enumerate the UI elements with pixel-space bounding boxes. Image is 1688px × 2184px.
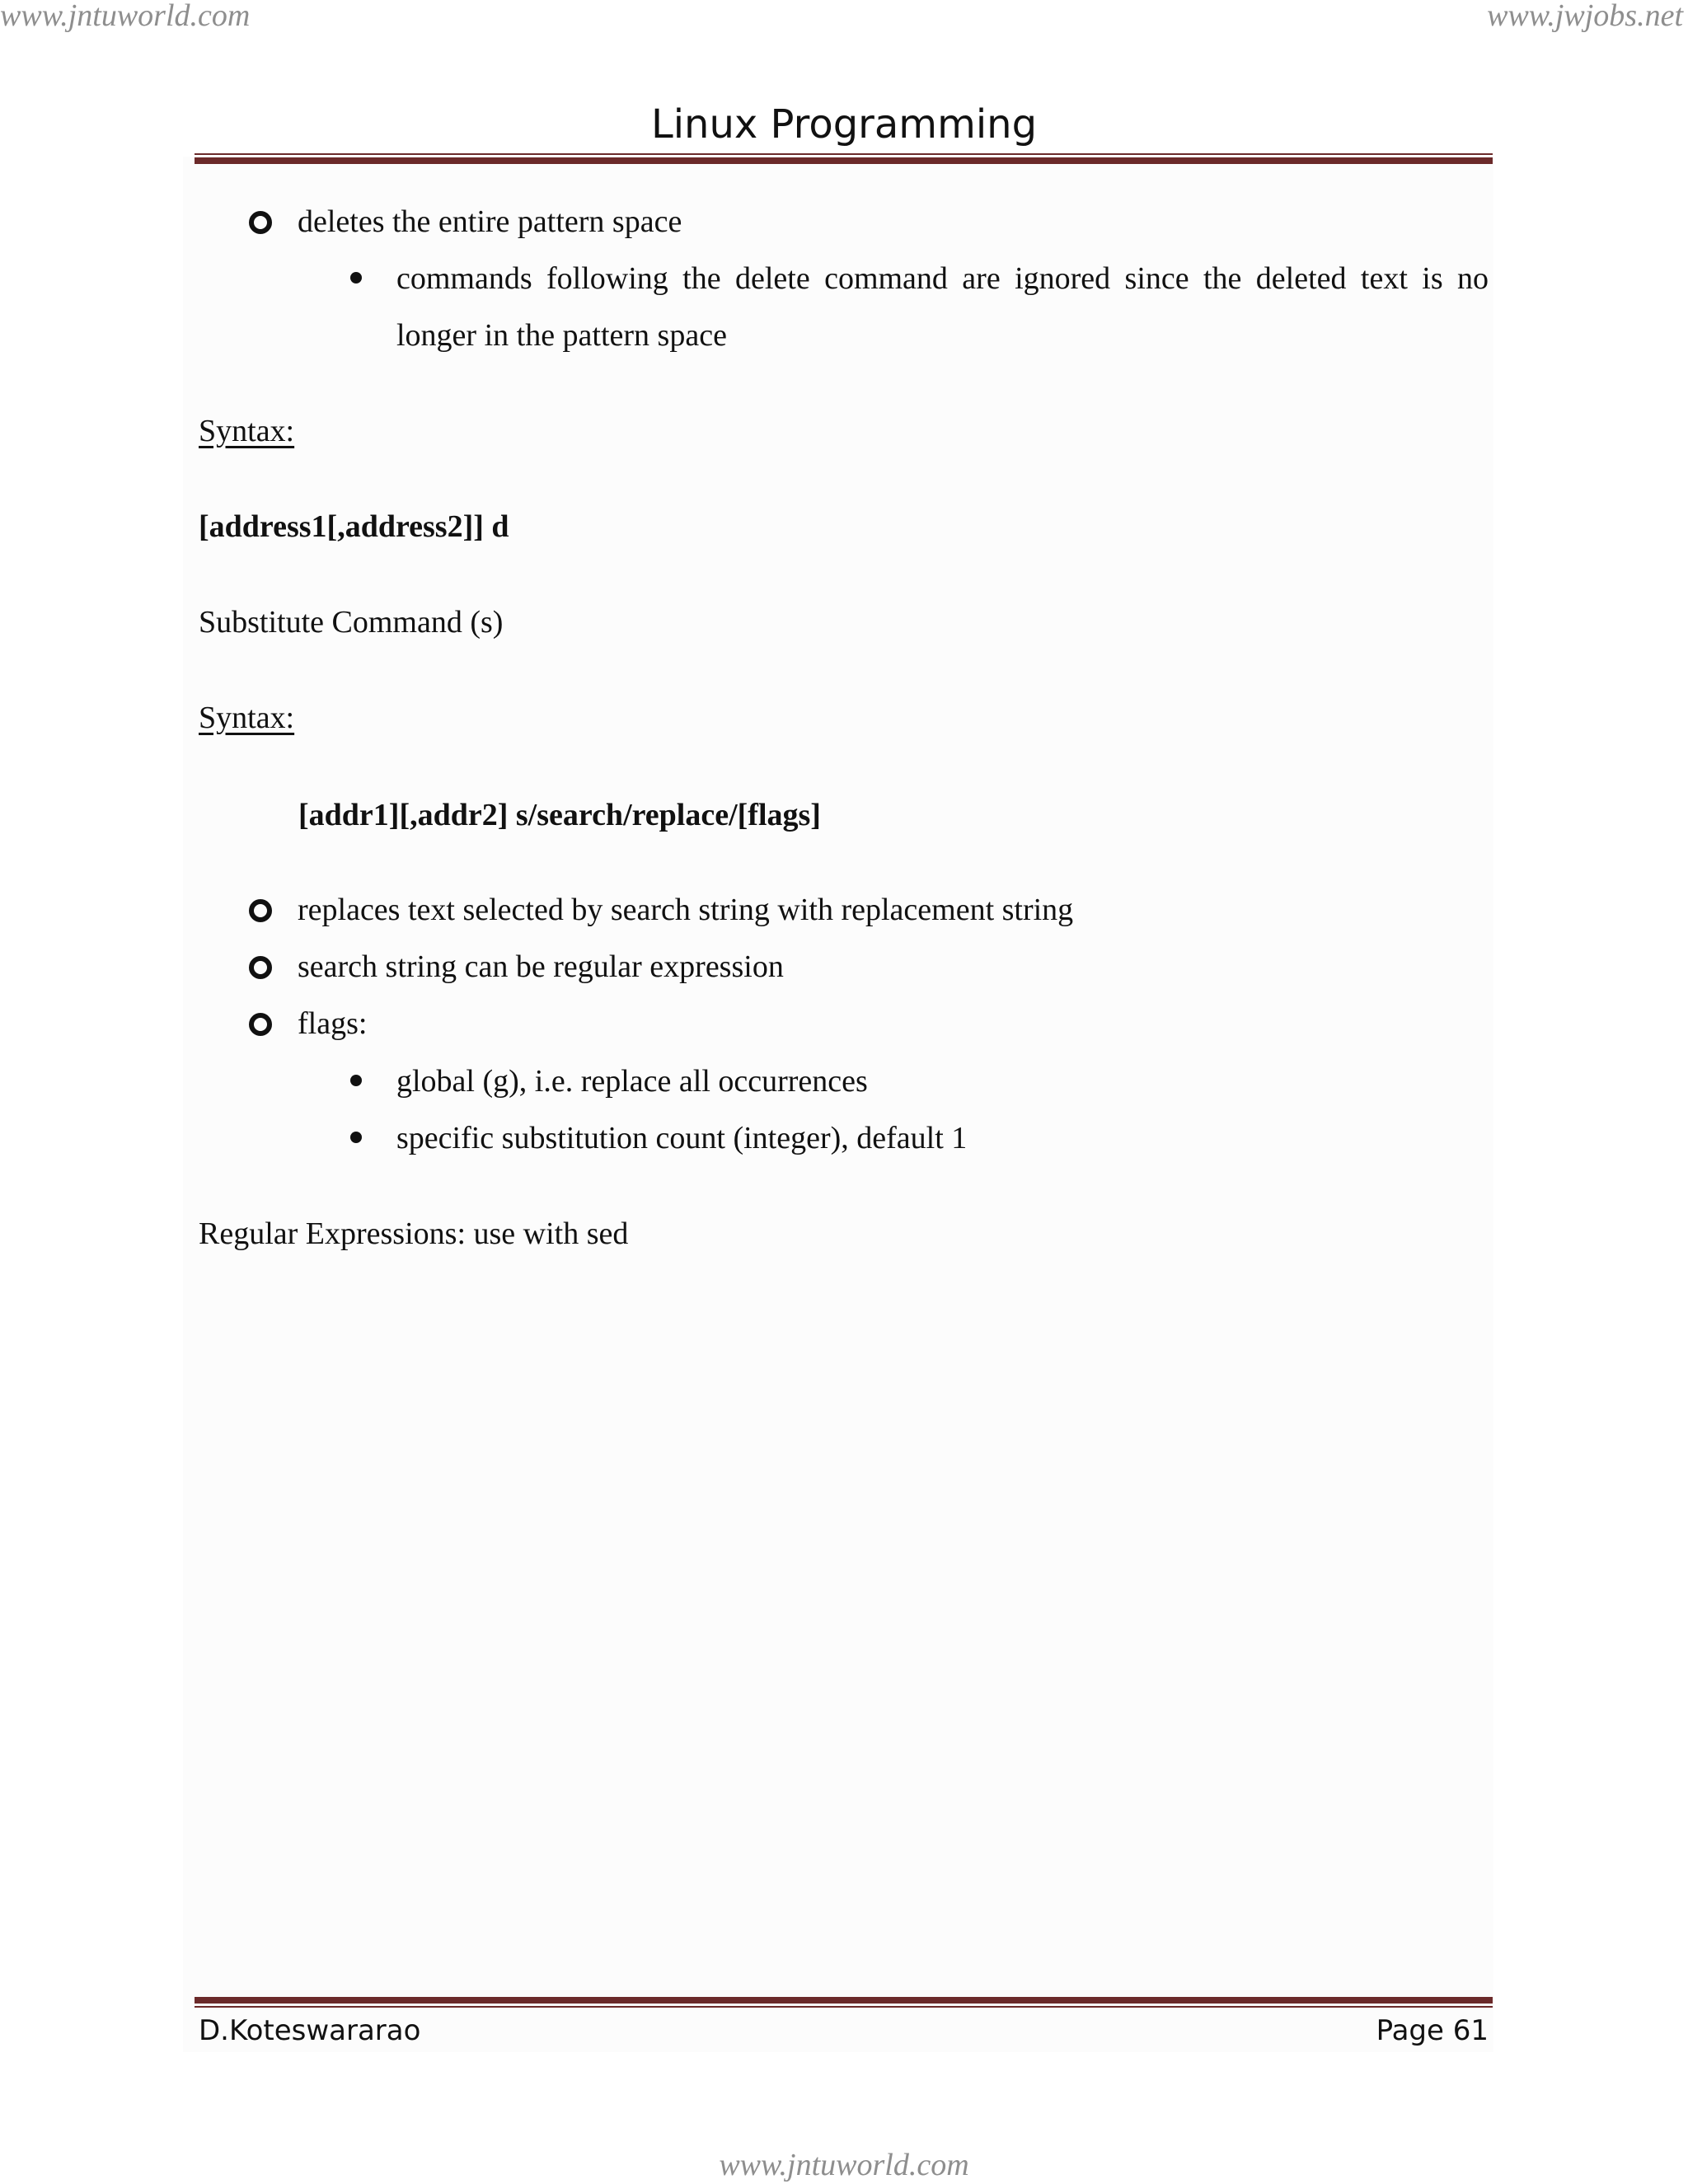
page-header-title: Linux Programming [650, 101, 1038, 148]
bullet-substitute-text: search string can be regular expression [298, 949, 784, 984]
footer-author: D.Koteswararao [199, 2014, 421, 2047]
watermark-bottom: www.jntuworld.com [719, 2148, 969, 2182]
watermark-top-right: www.jwjobs.net [1487, 0, 1683, 33]
footer-rule-thick [195, 1997, 1493, 2004]
bullet-delete-text: deletes the entire pattern space [298, 204, 682, 239]
footer-rule-thin [195, 2006, 1493, 2008]
dot-bullet-icon [350, 272, 362, 284]
circle-bullet-icon [249, 956, 272, 979]
syntax-delete-command: [address1[,address2]] d [199, 509, 509, 544]
header-rule-thick [195, 157, 1493, 164]
sub-bullet-delete-line1: commands following the delete command are ignored since the deleted text is no [396, 261, 1489, 296]
flag-item-text: global (g), i.e. replace all occurrences [396, 1064, 868, 1099]
circle-bullet-icon [249, 1013, 272, 1036]
syntax-substitute-command: [addr1][,addr2] s/search/replace/[flags] [298, 798, 821, 832]
header-rule-thin [195, 153, 1493, 155]
watermark-top-left: www.jntuworld.com [0, 0, 251, 33]
footer-page-number: Page 61 [1376, 2014, 1489, 2047]
page-panel [183, 157, 1493, 2052]
regex-line: Regular Expressions: use with sed [199, 1216, 629, 1251]
bullet-substitute-text: replaces text selected by search string with replacement string [298, 893, 1074, 927]
syntax-label-delete: Syntax: [199, 414, 295, 448]
sub-bullet-delete-line2: longer in the pattern space [396, 318, 727, 353]
substitute-heading: Substitute Command (s) [199, 605, 504, 640]
syntax-label-substitute: Syntax: [199, 701, 295, 735]
dot-bullet-icon [350, 1132, 362, 1143]
bullet-substitute-text: flags: [298, 1006, 368, 1041]
flag-item-text: specific substitution count (integer), default 1 [396, 1121, 968, 1155]
dot-bullet-icon [350, 1075, 362, 1086]
circle-bullet-icon [249, 899, 272, 922]
circle-bullet-icon [249, 211, 272, 234]
